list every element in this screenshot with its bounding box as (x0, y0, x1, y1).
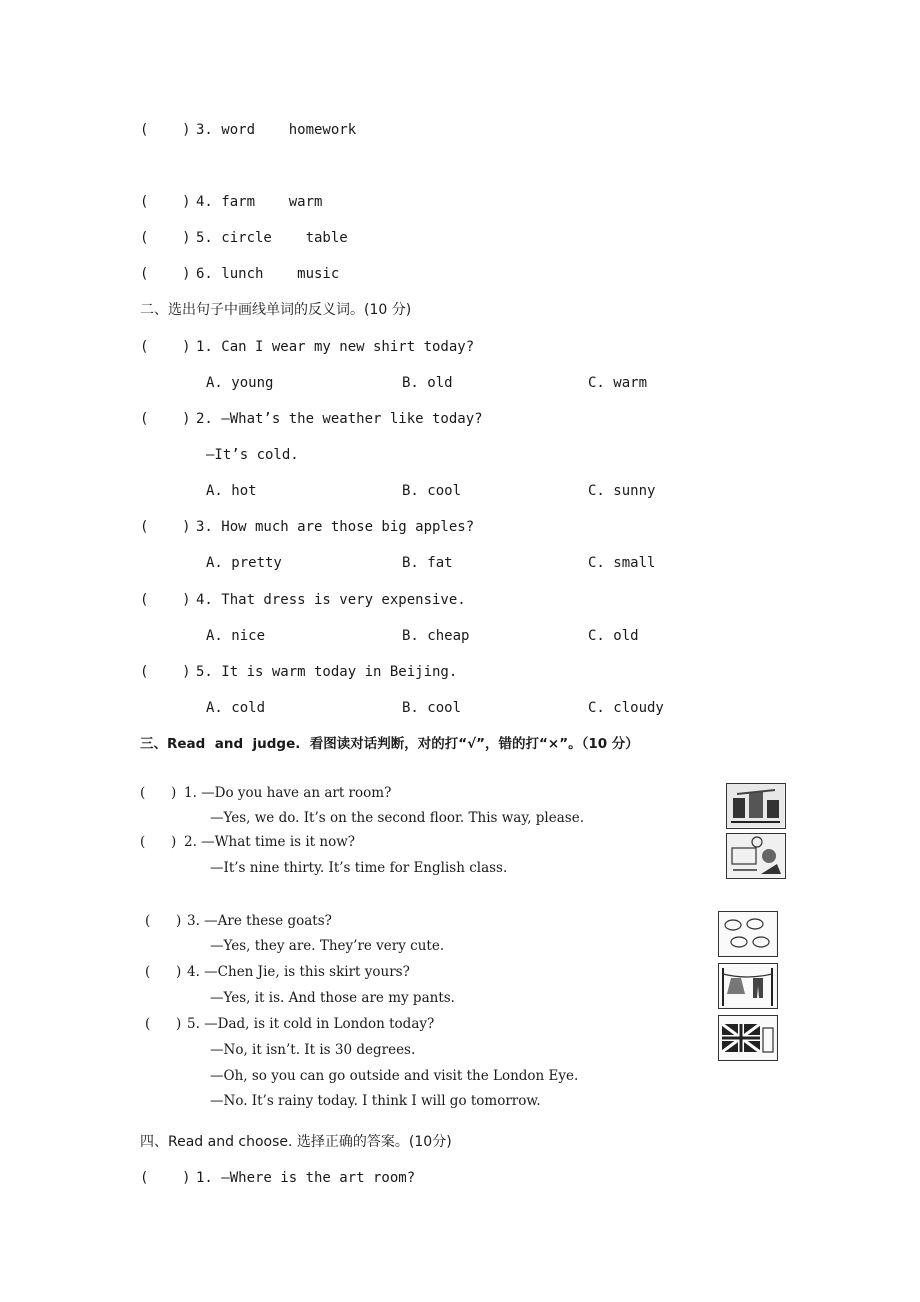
option-a: A. cold (206, 700, 266, 716)
option-c: C. small (588, 555, 656, 571)
section-2-heading: 二、选出句子中画线单词的反义词。(10 分) (140, 302, 412, 318)
option-b: B. cheap (402, 628, 470, 644)
option-b: B. fat (402, 555, 453, 571)
question-paren: ( ) (145, 1016, 182, 1032)
dialogue-line: 1. —Do you have an art room? (184, 785, 392, 801)
art-room-picture (726, 783, 786, 829)
option-c: C. cloudy (588, 700, 664, 716)
question-text: 5. It is warm today in Beijing. (196, 664, 458, 680)
question-paren: ( ) (140, 411, 191, 427)
option-a: A. pretty (206, 555, 282, 571)
question-paren: ( ) (140, 592, 191, 608)
dialogue-line: 5. —Dad, is it cold in London today? (187, 1016, 435, 1032)
section-3-heading: 三、Read and judge. 看图读对话判断，对的打“√”，错的打“×”。（10 分） (140, 736, 639, 752)
question-text: 4. That dress is very expensive. (196, 592, 466, 608)
question-paren: ( ) (140, 519, 191, 535)
question-paren: ( ) (140, 122, 191, 138)
english-class-picture (726, 833, 786, 879)
word-pair-5: 5. circle table (196, 230, 348, 246)
word-pair-6: 6. lunch music (196, 266, 340, 282)
option-a: A. hot (206, 483, 257, 499)
option-c: C. old (588, 628, 639, 644)
option-c: C. sunny (588, 483, 656, 499)
dialogue-line: —No, it isn’t. It is 30 degrees. (210, 1042, 416, 1058)
goats-picture (718, 911, 778, 957)
dialogue-line: —Oh, so you can go outside and visit the London Eye. (210, 1068, 579, 1084)
question-paren: ( ) (140, 266, 191, 282)
dialogue-line: —No. It’s rainy today. I think I will go tomorrow. (210, 1093, 541, 1109)
section-4-heading: 四、Read and choose. 选择正确的答案。(10分) (140, 1134, 452, 1150)
question-paren: ( ) (140, 664, 191, 680)
question-text: 2. —What’s the weather like today? (196, 411, 483, 427)
question-paren: ( ) (140, 834, 177, 850)
clothes-line-picture (718, 963, 778, 1009)
question-paren: ( ) (140, 339, 191, 355)
question-paren: ( ) (140, 230, 191, 246)
question-text: 1. Can I wear my new shirt today? (196, 339, 475, 355)
option-b: B. cool (402, 700, 462, 716)
dialogue-line: 4. —Chen Jie, is this skirt yours? (187, 964, 410, 980)
question-reply: —It’s cold. (206, 447, 299, 463)
option-c: C. warm (588, 375, 648, 391)
option-b: B. old (402, 375, 453, 391)
question-paren: ( ) (140, 785, 177, 801)
question-text: 1. —Where is the art room? (196, 1170, 416, 1186)
dialogue-line: 2. —What time is it now? (184, 834, 356, 850)
question-text: 3. How much are those big apples? (196, 519, 475, 535)
dialogue-line: 3. —Are these goats? (187, 913, 332, 929)
word-pair-4: 4. farm warm (196, 194, 323, 210)
word-pair-3: 3. word homework (196, 122, 357, 138)
option-a: A. nice (206, 628, 266, 644)
option-a: A. young (206, 375, 274, 391)
dialogue-line: —It’s nine thirty. It’s time for English class. (210, 860, 508, 876)
option-b: B. cool (402, 483, 462, 499)
question-paren: ( ) (140, 1170, 191, 1186)
question-paren: ( ) (145, 964, 182, 980)
dialogue-line: —Yes, we do. It’s on the second floor. This way, please. (210, 810, 584, 826)
question-paren: ( ) (145, 913, 182, 929)
dialogue-line: —Yes, it is. And those are my pants. (210, 990, 455, 1006)
london-flag-picture (718, 1015, 778, 1061)
question-paren: ( ) (140, 194, 191, 210)
dialogue-line: —Yes, they are. They’re very cute. (210, 938, 445, 954)
